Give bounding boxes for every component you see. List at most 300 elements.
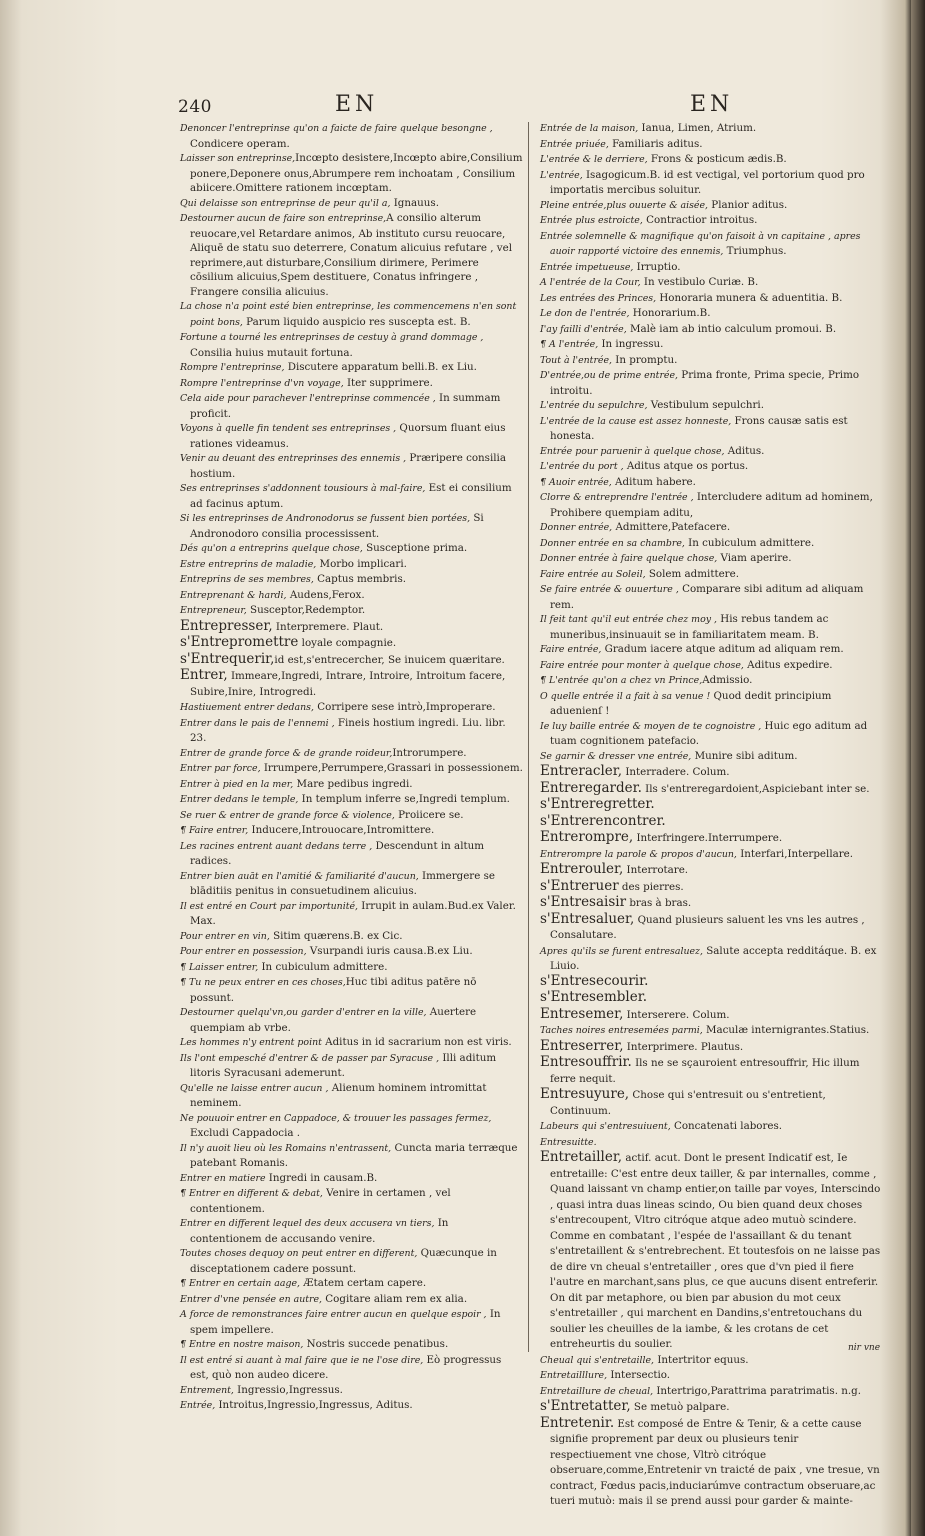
dictionary-entry	[540, 974, 883, 991]
latin-gloss: Vestibulum sepulchri.	[647, 399, 764, 411]
latin-gloss: Irruptio.	[633, 260, 681, 273]
dictionary-entry	[180, 196, 523, 212]
headword: Donner entrée à faire quelque chose,	[540, 553, 718, 564]
headword: L'entrée du sepulchre,	[540, 400, 648, 411]
latin-gloss: Se metuò palpare.	[630, 1401, 730, 1413]
headword: Entrer,	[180, 667, 228, 683]
dictionary-entry	[540, 673, 883, 689]
headword: Fortune a tourné les entreprinses de cestuy à grand dommage ,	[180, 332, 484, 343]
headword: Entresemer,	[540, 1005, 624, 1022]
headword: Se garnir & dresser vne entrée,	[540, 750, 692, 762]
dictionary-entry	[180, 151, 523, 196]
latin-gloss: Prima fronte, Prima specie, Primo introitu.	[550, 369, 860, 397]
dictionary-entry	[540, 121, 883, 137]
dictionary-entry	[540, 719, 883, 749]
dictionary-entry	[540, 1150, 883, 1353]
dictionary-entry	[540, 567, 883, 583]
dictionary-entry	[180, 299, 523, 330]
latin-gloss: Comparare sibi aditum ad aliquam rem.	[550, 583, 864, 611]
latin-gloss: Est composé de Entre & Tenir, & a cette cause signifie proprement par deux ou plusieurs tenir respectiuement vne chose, Vltrò citróque obseruare,comme,Entretenir vn traicté de paix , vne tresue, vn contract, Fœdus pacis,induciarúmve contractum obseruare,ac tueri mutuò: mais il se prend aussi pour garder & mainte-	[550, 1417, 880, 1507]
latin-gloss: Irrupit in aulam.Bud.ex Valer. Max.	[190, 899, 516, 927]
headword: Entrer en different lequel des deux accusera vn tiers,	[180, 1218, 435, 1229]
headword: Entrée impetueuse,	[540, 261, 634, 273]
latin-gloss: Interpremere. Plaut.	[272, 620, 384, 633]
latin-gloss: Ignauus.	[390, 196, 439, 209]
latin-gloss: Corripere sese intrò,Improperare.	[313, 701, 496, 713]
dictionary-entry	[540, 1119, 883, 1135]
headword: Rompre l'entreprinse d'vn voyage,	[180, 377, 344, 389]
dictionary-entry	[180, 1051, 523, 1081]
headword: Denoncer l'entreprinse qu'on a faicte de faire quelque besongne ,	[180, 123, 493, 134]
headword: ¶ Tu ne peux entrer en ces choses,	[180, 977, 346, 988]
headword: Entreserrer,	[540, 1037, 624, 1054]
latin-gloss: Aditus expedire.	[743, 658, 833, 671]
latin-gloss: In templum inferre se,Ingredi templum.	[298, 793, 510, 805]
headword: ¶ A l'entrée,	[540, 339, 599, 350]
latin-gloss: Malè iam ab intio calculum promoui. B.	[626, 322, 837, 335]
latin-gloss: Susceptione prima.	[362, 542, 468, 554]
dictionary-entry	[180, 1276, 523, 1292]
dictionary-entry	[180, 376, 523, 392]
latin-gloss: Huic ego aditum ad tuam cognitionem patefacio.	[550, 719, 868, 747]
latin-gloss: Munire sibi aditum.	[691, 749, 798, 762]
headword: Entrée priuée,	[540, 138, 609, 150]
dictionary-entry	[180, 839, 523, 869]
headword: ¶ Entre en nostre maison,	[180, 1339, 304, 1350]
dictionary-entry	[540, 275, 883, 291]
headword: Ie luy baille entrée & moyen de te cognoistre ,	[540, 720, 762, 732]
headword: Destourner quelqu'vn,ou garder d'entrer en la ville,	[180, 1007, 427, 1018]
latin-gloss: Honoraria munera & aduentitia. B.	[656, 291, 843, 304]
dictionary-entry	[540, 895, 883, 912]
latin-gloss: Auertere quempiam ab vrbe.	[190, 1006, 477, 1034]
headword: Entrer par force,	[180, 763, 261, 774]
headword: Apres qu'ils se furent entresaluez,	[540, 945, 703, 957]
headword: Le don de l'entrée,	[540, 308, 630, 319]
dictionary-entry	[180, 603, 523, 619]
latin-gloss: Solem admittere.	[645, 567, 739, 580]
dictionary-entry	[540, 168, 883, 198]
headword: Destourner aucun de faire son entreprinse,	[180, 213, 387, 224]
dictionary-entry	[180, 557, 523, 573]
dictionary-entry	[540, 689, 883, 719]
dictionary-entry	[540, 1384, 883, 1400]
headword: Entrée solemnelle & magnifique qu'on faisoit à vn capitaine , apres auoir rapporté victoire des ennemis,	[540, 230, 861, 257]
latin-gloss: Est ei consilium ad facinus aptum.	[190, 482, 512, 510]
latin-gloss: Discutere apparatum belli.B. ex Liu.	[284, 361, 477, 373]
dictionary-entry	[540, 944, 883, 974]
latin-gloss: Frons & posticum ædis.B.	[647, 153, 787, 165]
dictionary-entry	[540, 830, 883, 847]
headword: Entretailler,	[540, 1149, 623, 1165]
dictionary-entry	[540, 582, 883, 612]
dictionary-entry	[180, 211, 523, 299]
latin-gloss: Interfringere.Interrumpere.	[633, 832, 783, 844]
headword: Entretailllure,	[540, 1370, 608, 1381]
latin-gloss: Intertritor equus.	[654, 1353, 749, 1366]
latin-gloss: Interserere. Colum.	[623, 1008, 730, 1021]
headword: A l'entrée de la Cour,	[540, 277, 641, 288]
headword: Entrée de la maison,	[540, 123, 639, 134]
headword: Les racines entrent auant dedans terre ,	[180, 840, 373, 852]
headword: Entresouffrir.	[540, 1054, 632, 1070]
dictionary-entry	[540, 459, 883, 475]
latin-gloss: Ianua, Limen, Atrium.	[638, 122, 757, 134]
dictionary-entry	[180, 746, 523, 762]
headword: Pour entrer en vin,	[180, 930, 270, 942]
dictionary-entry	[180, 823, 523, 839]
dictionary-entry	[540, 749, 883, 765]
dictionary-entry	[540, 490, 883, 520]
latin-gloss: Planior aditus.	[708, 198, 788, 211]
latin-gloss: Ingressio,Ingressus.	[233, 1383, 343, 1396]
dictionary-entry	[180, 588, 523, 604]
dictionary-entry	[180, 944, 523, 960]
latin-gloss: Vsurpandi iuris causa.B.ex Liu.	[306, 945, 473, 957]
headword: Entrerompre la parole & propos d'aucun,	[540, 848, 737, 860]
dictionary-entry	[180, 808, 523, 824]
latin-gloss: Interradere. Colum.	[622, 766, 730, 778]
dictionary-entry	[540, 1055, 883, 1087]
dictionary-entry	[180, 1141, 523, 1171]
dictionary-entry	[180, 635, 523, 652]
dictionary-entry	[540, 612, 883, 642]
headword: Se faire entrée & ouuerture ,	[540, 584, 679, 595]
dictionary-entry	[180, 668, 523, 700]
catchword: nir vne	[848, 1343, 881, 1353]
latin-gloss: id est,s'entrecercher, Se inuicem quæritare.	[274, 653, 505, 666]
latin-gloss: actif. acut. Dont le present Indicatif est, Ie entretaille: C'est entre deux tailler, & par internalles, comme , Quand laissant vn champ entier,on taille par voyes, Interscindo , quasi intra duas lineas scindo, Ou bien quand deux choses s'entrecoupent, Vltro citróque atque adeo mutuò scindere. Comme en combatant , l'espée de l'assaillant & du tenant s'entretaillent & s'entrebrechent. Et toutesfois on ne laisse pas de dire vn cheual s'entretailler , ores que d'vn pied il fiere l'autre en marchant,sans plus, ce que aucuns disent entreferir. On dit par metaphore, ou bien par abusion du mot ceux s'entretailler , qui marchent en Dandins,s'entretouchans du soulier les cheuilles de la iambe, & les crotans de cet entreheurtis du soulier.	[550, 1152, 881, 1350]
dictionary-entry	[540, 797, 883, 814]
headword: s'Entretatter,	[540, 1398, 631, 1414]
dictionary-entry	[540, 444, 883, 460]
dictionary-entry	[180, 975, 523, 1005]
latin-gloss: Isagogicum.B. id est vectigal, vel portorium quod pro importatis mercibus soluitur.	[550, 168, 865, 196]
headword: Les hommes n'y entrent point	[180, 1037, 322, 1048]
headword: Voyons à quelle fin tendent ses entreprinses ,	[180, 423, 397, 434]
dictionary-entry	[540, 764, 883, 781]
headword: Entrée,	[180, 1400, 216, 1411]
latin-gloss: Contractior introitus.	[642, 214, 758, 226]
latin-gloss: Interfari,Interpellare.	[736, 847, 854, 860]
headword: Entrer bien auāt en l'amitié & familiarité d'aucun,	[180, 870, 419, 882]
dictionary-entry	[180, 1353, 523, 1383]
latin-gloss: Cuncta maria terræque patebant Romanis.	[190, 1141, 518, 1169]
dictionary-entry	[540, 1023, 883, 1039]
dictionary-entry	[540, 260, 883, 276]
headword: s'Entresecourir.	[540, 972, 649, 989]
dictionary-entry	[540, 1416, 883, 1510]
dictionary-entry	[540, 642, 883, 658]
latin-gloss: In cubiculum admittere.	[684, 536, 815, 549]
dictionary-entry	[540, 322, 883, 338]
dictionary-entry	[540, 1007, 883, 1024]
latin-gloss: In ingressu.	[598, 338, 664, 350]
latin-gloss: Parum liquido auspicio res suscepta est. B.	[242, 315, 471, 328]
headword: Si les entreprinses de Andronodorus se fussent bien portées,	[180, 513, 471, 524]
headword: Entrer dedans le temple,	[180, 794, 299, 805]
latin-gloss: Ils ne se sçauroient entresouffrir, Hic illum ferre nequit.	[550, 1057, 860, 1085]
headword: Laisser son entreprinse,	[180, 153, 296, 164]
headword: Entreracler,	[540, 763, 623, 779]
dictionary-entry	[540, 1353, 883, 1369]
headword: ¶ Entrer en certain aage,	[180, 1278, 301, 1289]
dictionary-entry	[180, 360, 523, 376]
dictionary-entry	[540, 990, 883, 1007]
dictionary-entry	[180, 541, 523, 557]
dictionary-entry	[180, 960, 523, 976]
headword: I'ay failli d'entrée,	[540, 323, 627, 335]
latin-gloss: Quæcunque in disceptationem cadere possunt.	[190, 1247, 497, 1275]
headword: Il n'y auoit lieu où les Romains n'entrassent,	[180, 1142, 392, 1154]
headword: Entrée pour paruenir à quelque chose,	[540, 445, 725, 457]
headword: O quelle entrée il a fait à sa venue !	[540, 690, 711, 702]
headword: Pour entrer en possession,	[180, 946, 307, 957]
latin-gloss: des pierres.	[618, 880, 684, 893]
headword: Faire entrée au Soleil,	[540, 568, 646, 580]
latin-gloss: Interrotare.	[623, 864, 689, 876]
dictionary-entry	[540, 551, 883, 567]
dictionary-entry	[540, 353, 883, 369]
headword: Entrer de grande force & de grande roideur,	[180, 747, 393, 759]
headword: Entrerouler,	[540, 861, 624, 877]
dictionary-entry	[180, 792, 523, 808]
dictionary-entry	[540, 879, 883, 896]
headword: Ne pouuoir entrer en Cappadoce, & trouuer les passages fermez,	[180, 1112, 492, 1124]
dictionary-entry	[180, 451, 523, 481]
dictionary-entry	[180, 1081, 523, 1111]
latin-gloss: In promptu.	[612, 353, 678, 366]
latin-gloss: Alienum hominem intromittat neminem.	[190, 1081, 487, 1109]
latin-gloss: Ingredi in causam.B.	[265, 1171, 378, 1184]
latin-gloss: Admissio.	[702, 674, 753, 686]
dictionary-entry	[540, 213, 883, 229]
latin-gloss: Triumphus.	[723, 245, 787, 257]
dictionary-entry	[180, 421, 523, 451]
dictionary-entry	[180, 481, 523, 511]
headword: L'entrée de la cause est assez honneste,	[540, 415, 732, 427]
headword: Il est entré si auant à mal faire que ie ne l'ose dire,	[180, 1354, 424, 1366]
latin-gloss: Honorarium.B.	[629, 307, 711, 319]
latin-gloss: Aditus in id sacrarium non est viris.	[321, 1036, 512, 1048]
latin-gloss: Eò progressus est, quò non audeo dicere.	[190, 1353, 502, 1381]
dictionary-entry	[180, 1111, 523, 1141]
latin-gloss: Sitim quærens.B. ex Cic.	[269, 929, 403, 942]
headword: s'Entrequerir,	[180, 650, 275, 667]
latin-gloss: Interprimere. Plautus.	[623, 1040, 744, 1053]
dictionary-entry	[540, 337, 883, 353]
latin-gloss: Salute accepta redditáque. B. ex Liuio.	[550, 944, 877, 972]
headword: Labeurs qui s'entresuiuent,	[540, 1121, 671, 1132]
headword: Entrer en matiere	[180, 1172, 266, 1184]
latin-gloss: Introitus,Ingressio,Ingressus, Aditus.	[215, 1399, 413, 1411]
latin-gloss: Immergere se blāditiis penitus in consuetudinem alicuius.	[190, 869, 495, 897]
dictionary-entry	[540, 368, 883, 398]
latin-gloss: In cubiculum admittere.	[258, 960, 388, 973]
latin-gloss: A consilio alterum reuocare,vel Retardare animos, Ab instituto cursu reuocare, Aliquē de statu suo deterrere, Conatum alicuius refutare , vel reprimere,aut disturbare,Consilium dirimere, Perimere cōsilium alicuius,Spem destituere, Conatus infringere , Frangere consilia alicuius.	[190, 212, 513, 298]
headword: Entrer d'vne pensée en autre,	[180, 1293, 323, 1305]
headword: Faire entrée,	[540, 644, 602, 655]
headword: s'Entreregretter.	[540, 796, 655, 812]
dictionary-entry	[540, 814, 883, 831]
latin-gloss: Descendunt in altum radices.	[190, 839, 485, 867]
dictionary-entry	[180, 1398, 523, 1414]
latin-gloss: Si Andronodoro consilia processissent.	[190, 512, 484, 540]
latin-gloss: Chose qui s'entresuit ou s'entretient, Continuum.	[550, 1089, 826, 1117]
dictionary-entry	[540, 862, 883, 879]
headword: Clorre & entreprendre l'entrée ,	[540, 492, 694, 503]
headword: Entrer dans le pais de l'ennemi ,	[180, 717, 335, 729]
latin-gloss: bras à bras.	[626, 897, 692, 909]
dictionary-entry	[180, 777, 523, 793]
latin-gloss: Captus membris.	[313, 573, 407, 585]
running-head-right: EN	[690, 92, 734, 117]
headword: Entrepreneur,	[180, 605, 247, 616]
dictionary-entry	[180, 1307, 523, 1337]
headword: Entrepresser,	[180, 617, 273, 634]
latin-gloss: Condicere operam.	[190, 137, 290, 150]
latin-gloss: Cogitare aliam rem ex alia.	[322, 1292, 468, 1305]
headword: Entreprenant & hardi,	[180, 589, 287, 601]
headword: Donner entrée,	[540, 522, 613, 533]
headword: Dés qu'on a entreprins quelque chose,	[180, 543, 363, 554]
headword: Entresuyure,	[540, 1086, 630, 1102]
dictionary-entry	[540, 475, 883, 491]
headword: ¶ Laisser entrer,	[180, 961, 259, 973]
headword: Entretenir.	[540, 1414, 615, 1431]
headword: Entrée plus estroicte,	[540, 215, 643, 226]
headword: ¶ L'entrée qu'on a chez vn Prince,	[540, 675, 703, 686]
latin-gloss: Aditus atque os portus.	[623, 460, 749, 472]
dictionary-entry	[540, 520, 883, 536]
dictionary-entry	[180, 1337, 523, 1353]
dictionary-entry	[540, 229, 883, 260]
headword: Entrer à pied en la mer,	[180, 778, 294, 790]
latin-gloss: Consilia huius mutauit fortuna.	[190, 346, 353, 359]
headword: ¶ Auoir entrée,	[540, 476, 612, 488]
latin-gloss: Ils s'entreregardoient,Aspiciebant inter se.	[641, 782, 870, 795]
latin-gloss: Maculæ internigrantes.Statius.	[702, 1024, 870, 1036]
headword: Pleine entrée,plus ouuerte & aisée,	[540, 199, 709, 211]
headword: Entreprins de ses membres,	[180, 574, 314, 585]
latin-gloss: Aditum habere.	[611, 475, 696, 488]
latin-gloss: Venire in certamen , vel contentionem.	[190, 1187, 451, 1215]
dictionary-entry	[180, 1186, 523, 1216]
dictionary-entry	[540, 1087, 883, 1119]
latin-gloss: Immeare,Ingredi, Intrare, Introire, Introitum facere, Subire,Inire, Introgredi.	[190, 670, 506, 698]
latin-gloss: Huc tibi aditus patēre nō possunt.	[190, 976, 477, 1004]
dictionary-entry	[540, 781, 883, 798]
dictionary-entry	[540, 912, 883, 944]
dictionary-entry	[180, 1383, 523, 1399]
dictionary-entry	[540, 1039, 883, 1056]
headword: Donner entrée en sa chambre,	[540, 537, 685, 549]
headword: Rompre l'entreprinse,	[180, 362, 285, 373]
dictionary-entry	[180, 1216, 523, 1246]
dictionary-entry	[180, 652, 523, 669]
headword: Estre entreprins de maladie,	[180, 558, 317, 570]
headword: La chose n'a point esté bien entreprinse, les commencemens n'en sont point bons,	[180, 301, 517, 328]
right-column	[540, 121, 883, 1507]
headword: Qu'elle ne laisse entrer aucun ,	[180, 1082, 329, 1094]
headword: s'Entrerencontrer.	[540, 812, 666, 829]
latin-gloss: Quorsum fluant eius rationes videamus.	[190, 422, 506, 450]
dictionary-entry	[180, 869, 523, 899]
dictionary-entry	[180, 1171, 523, 1187]
dictionary-entry	[180, 1005, 523, 1035]
latin-gloss: Intertrigo,Parattrima paratrimatis. n.g.	[653, 1384, 862, 1397]
headword: ¶ Faire entrer,	[180, 825, 249, 836]
latin-gloss: Morbo implicari.	[316, 557, 407, 570]
latin-gloss: Quand plusieurs saluent les vns les autres , Consalutare.	[550, 913, 865, 941]
latin-gloss: Iter supprimere.	[343, 376, 433, 389]
column-rule	[528, 122, 529, 1352]
latin-gloss: Ætatem certam capere.	[300, 1277, 427, 1289]
latin-gloss: Mare pedibus ingredi.	[293, 777, 413, 790]
headword: L'entrée & le derriere,	[540, 154, 648, 165]
headword: Qui delaisse son entreprinse de peur qu'il a,	[180, 197, 391, 209]
dictionary-entry	[540, 847, 883, 863]
dictionary-entry	[180, 121, 523, 151]
headword: Toutes choses dequoy on peut entrer en different,	[180, 1248, 418, 1259]
dictionary-entry	[180, 511, 523, 541]
dictionary-entry	[180, 619, 523, 636]
latin-gloss: Aditus.	[724, 444, 765, 457]
latin-gloss: Familiaris aditus.	[608, 137, 703, 150]
page-edge	[911, 0, 925, 1536]
dictionary-entry	[540, 152, 883, 168]
headword: s'Entresaluer,	[540, 910, 635, 927]
dictionary-entry	[540, 658, 883, 674]
headword: Cela aide pour parachever l'entreprinse commencée ,	[180, 393, 436, 404]
headword: Hastiuement entrer dedans,	[180, 702, 314, 713]
headword: A force de remonstrances faire entrer aucun en quelque espoir ,	[180, 1309, 487, 1320]
latin-gloss: Admittere,Patefacere.	[612, 521, 731, 533]
headword: ¶ Entrer en different & debat,	[180, 1188, 323, 1199]
headword: Entreregarder.	[540, 779, 642, 796]
running-head-left: EN	[335, 92, 379, 117]
dictionary-entry	[540, 1399, 883, 1416]
headword: Entresuitte.	[540, 1136, 597, 1148]
latin-gloss: Inducere,Introuocare,Intromittere.	[248, 824, 435, 836]
latin-gloss: Excludi Cappadocia .	[190, 1127, 301, 1139]
headword: s'Entresembler.	[540, 989, 647, 1005]
latin-gloss: Introrumpere.	[392, 746, 467, 759]
headword: L'entrée du port ,	[540, 461, 624, 472]
headword: Tout à l'entrée,	[540, 354, 613, 366]
dictionary-entry	[540, 137, 883, 153]
latin-gloss: Præripere consilia hostium.	[190, 452, 506, 480]
dictionary-entry	[540, 1368, 883, 1384]
latin-gloss: loyale compagnie.	[298, 637, 397, 649]
dictionary-entry	[180, 572, 523, 588]
latin-gloss: Proiicere se.	[394, 808, 464, 821]
dictionary-entry	[540, 306, 883, 322]
dictionary-entry	[180, 391, 523, 421]
latin-gloss: Nostris succede penatibus.	[303, 1338, 449, 1350]
headword: Faire entrée pour monter à quelque chose,	[540, 659, 744, 671]
headword: Les entrées des Princes,	[540, 292, 657, 304]
latin-gloss: Illi aditum litoris Syracusani ademerunt.	[190, 1051, 497, 1079]
latin-gloss: Audens,Ferox.	[286, 588, 365, 601]
latin-gloss: Quod dedit principium aduenienſ !	[550, 689, 832, 717]
dictionary-entry	[540, 291, 883, 307]
dictionary-entry	[180, 700, 523, 716]
latin-gloss: Intersectio.	[607, 1369, 671, 1381]
latin-gloss: Fineis hostium ingredi. Liu. libr. 23.	[190, 716, 506, 744]
latin-gloss: Incœpto desistere,Incœpto abire,Consilium ponere,Deponere onus,Abrumpere rem inchoatam , Consilium abiicere.Omittere rationem incœptam.	[190, 152, 523, 194]
latin-gloss: In spem impellere.	[190, 1308, 501, 1336]
